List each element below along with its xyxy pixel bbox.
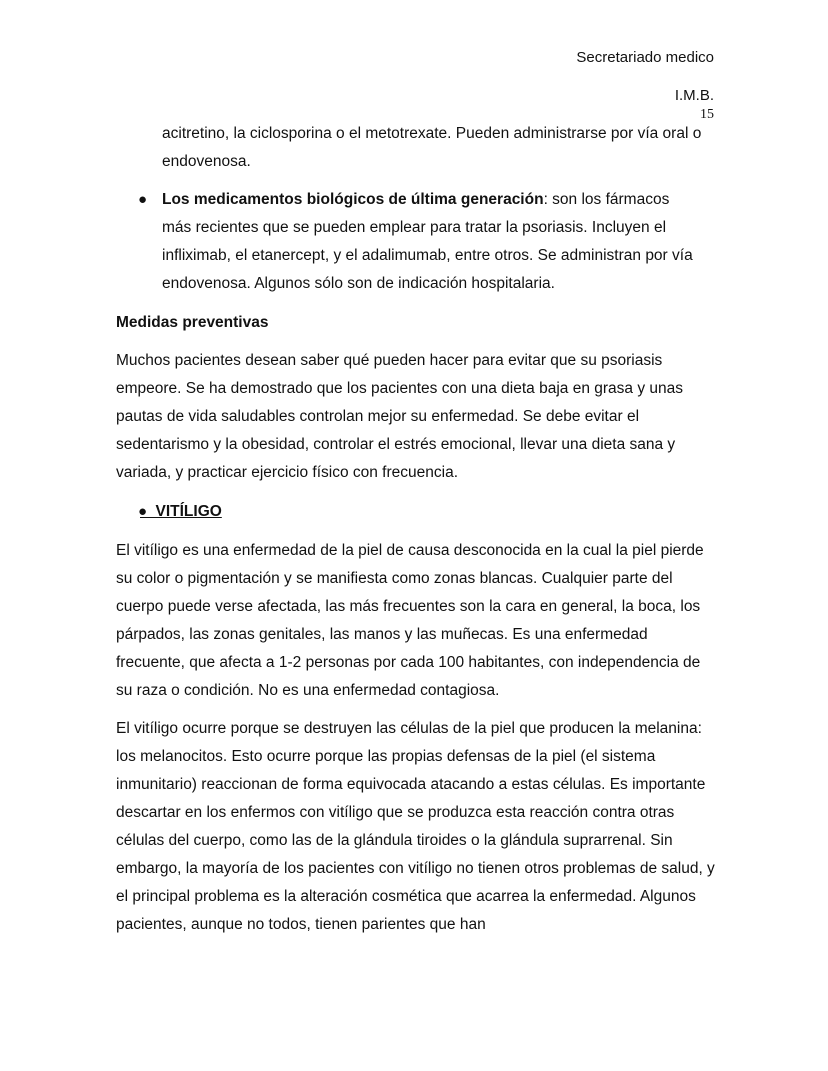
page-number: 15 (700, 107, 714, 122)
continuation-paragraph: acitretino, la ciclosporina o el metotrexate. Pueden administrarse por vía oral o endovenosa. (162, 125, 702, 170)
bullet-icon: ● (138, 191, 148, 208)
vitiligo-paragraph-2: El vitíligo ocurre porque se destruyen las células de la piel que producen la melanina: los melanocitos. Esto ocurre porque las propias defensas de la piel (el sistema inmunitario) reaccionan de forma equivocada atacando a estas células. Es importante descartar en los enfermos con vitíligo que se produzca esta reacción contra otras células del cuerpo, como las de la glándula tiroides o la glándula suprarrenal. Sin embargo, la mayoría de los pacientes con vitíligo no tienen otros problemas de salud, y el principal problema es la alteración cosmética que acarrea la enfermedad. Algunos pacientes, aunque no todos, tienen parientes que han (116, 720, 715, 933)
preventive-heading: Medidas preventivas (116, 314, 269, 331)
biologics-description: : son los fármacos más recientes que se pueden emplear para tratar la psoriasis. Incluyen el infliximab, el etanercept, y el adalimumab, entre otros. Se administran por vía endovenosa. Algunos sólo son de indicación hospitalaria. (162, 191, 693, 292)
vitiligo-heading-text: VITÍLIGO (155, 503, 222, 520)
bullet-icon: ● (138, 503, 148, 520)
vitiligo-paragraph-1: El vitíligo es una enfermedad de la piel de causa desconocida en la cual la piel pierde su color o pigmentación y se manifiesta como zonas blancas. Cualquier parte del cuerpo puede verse afectada, las más frecuentes son la cara en general, la boca, los párpados, las zonas genitales, las manos y las muñecas. Es una enfermedad frecuente, que afecta a 1-2 personas por cada 100 habitantes, con independencia de su raza o condición. No es una enfermedad contagiosa. (116, 542, 704, 699)
preventive-paragraph: Muchos pacientes desean saber qué pueden hacer para evitar que su psoriasis empeore. Se ha demostrado que los pacientes con una dieta baja en grasa y unas pautas de vida saludables controlan mejor su enfermedad. Se debe evitar el sedentarismo y la obesidad, controlar el estrés emocional, llevar una dieta sana y variada, y practicar ejercicio físico con frecuencia. (116, 352, 683, 481)
header-title: Secretariado medico (576, 49, 714, 66)
vitiligo-heading (140, 498, 222, 526)
biologics-term: Los medicamentos biológicos de última generación (162, 191, 544, 208)
header-initials: I.M.B. (674, 87, 714, 104)
biologics-list-item (162, 186, 702, 298)
